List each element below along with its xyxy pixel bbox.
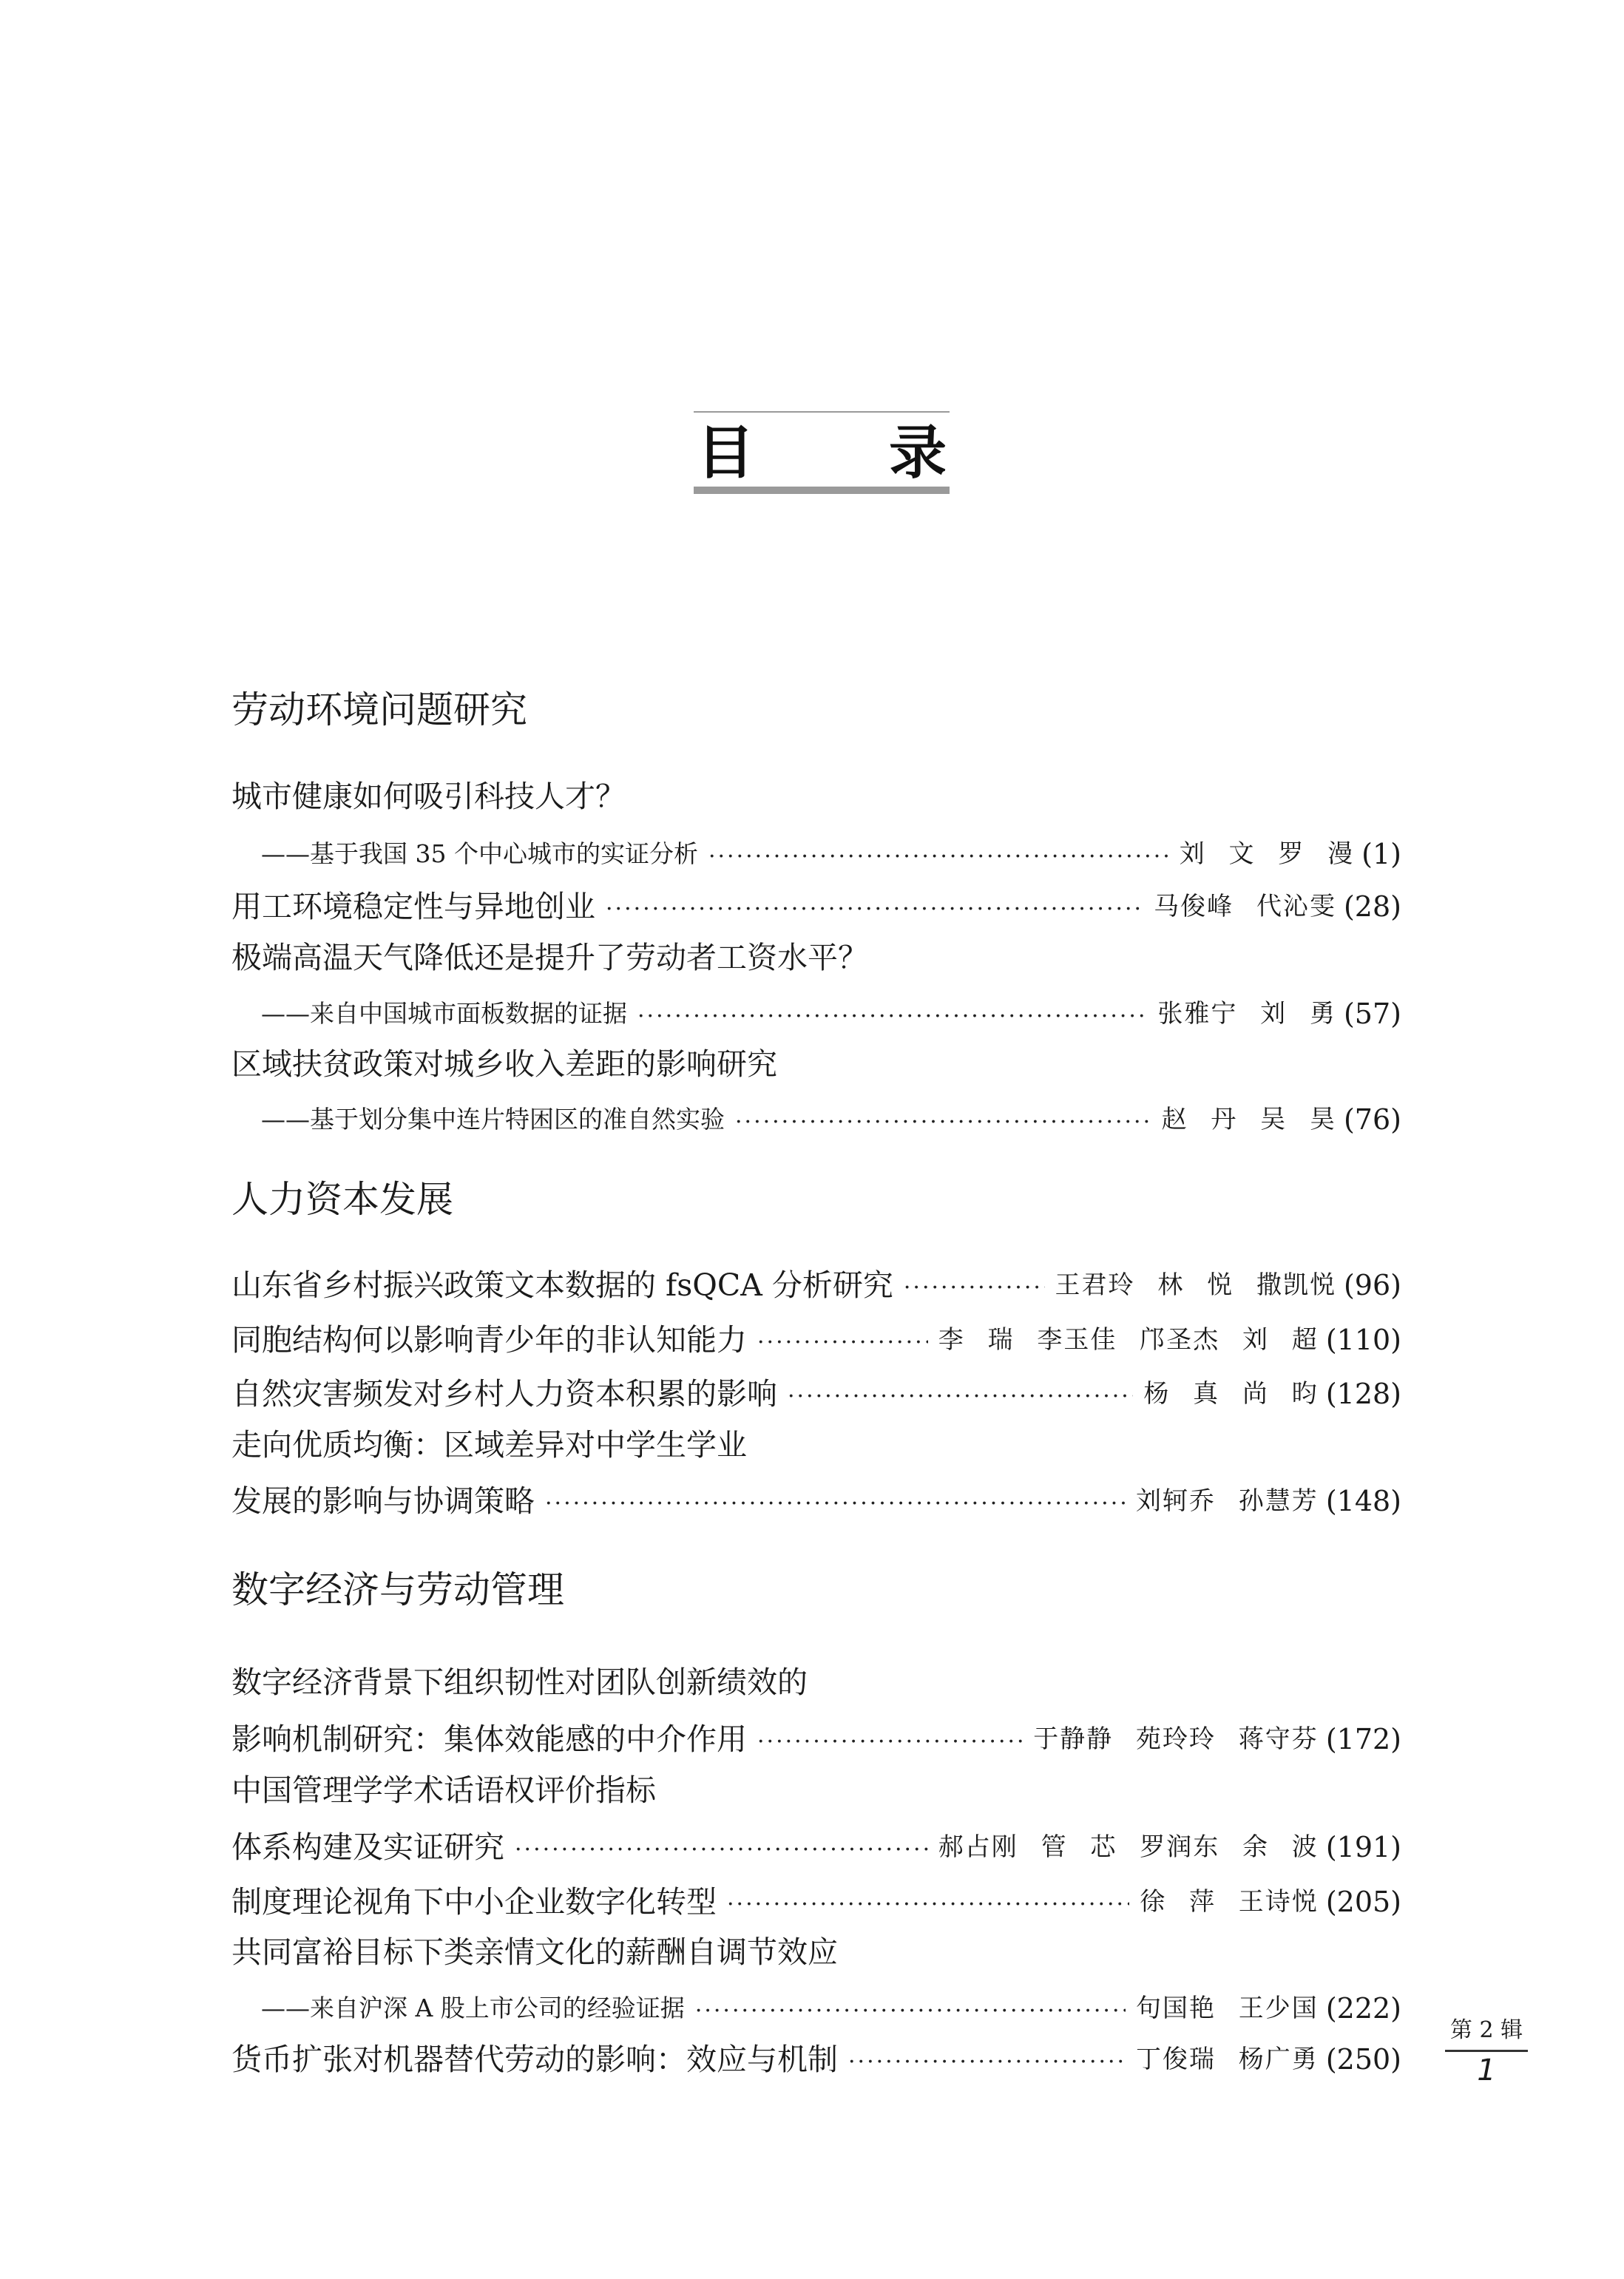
toc-entry-title[interactable]: 城市健康如何吸引科技人才？ — [231, 779, 626, 814]
toc-entry-title[interactable]: 极端高温天气降低还是提升了劳动者工资水平？ — [231, 940, 868, 975]
toc-entry-title: 制度理论视角下中小企业数字化转型 — [231, 1884, 717, 1920]
toc-entry-page: (1) — [1361, 838, 1401, 870]
leader-dots — [637, 1000, 1147, 1033]
leader-dots — [515, 1834, 928, 1866]
toc-entry[interactable] — [231, 1370, 1401, 1413]
toc-entry-title: 发展的影响与协调策略 — [231, 1483, 535, 1519]
toc-entry-title[interactable]: 数字经济背景下组织韧性对团队创新绩效的 — [231, 1665, 808, 1700]
toc-entry-title: 山东省乡村振兴政策文本数据的 fsQCA 分析研究 — [231, 1267, 893, 1303]
toc-entry-title[interactable]: 共同富裕目标下类亲情文化的薪酬自调节效应 — [231, 1934, 838, 1970]
toc-entry-subtitle: ——基于划分集中连片特困区的准自然实验 — [261, 1105, 725, 1134]
toc-entry[interactable] — [231, 830, 1401, 873]
toc-entry[interactable] — [231, 1316, 1401, 1359]
toc-entry-page: (148) — [1325, 1485, 1401, 1517]
toc-entry-authors: 于静静 苑玲玲 蒋守芬 — [1033, 1724, 1319, 1754]
toc-entry[interactable] — [231, 1096, 1401, 1139]
toc-entry-page: (222) — [1325, 1992, 1401, 2025]
toc-entry[interactable] — [231, 883, 1401, 926]
leader-dots — [904, 1272, 1045, 1304]
toc-entry-title: 同胞结构何以影响青少年的非认知能力 — [231, 1322, 747, 1358]
leader-dots — [695, 1995, 1126, 2028]
toc-entry[interactable] — [231, 1477, 1401, 1520]
toc-entry-page: (205) — [1325, 1886, 1401, 1918]
leader-dots — [545, 1488, 1126, 1520]
toc-entry-authors: 王君玲 林 悦 撒凯悦 — [1055, 1270, 1336, 1300]
page-number: 1 — [1477, 2053, 1496, 2087]
toc-entry-authors: 郝占刚 管 芯 罗润东 余 波 — [938, 1832, 1319, 1862]
toc-entry-page: (76) — [1343, 1103, 1401, 1136]
toc-entry-page: (57) — [1343, 998, 1401, 1030]
leader-dots — [848, 2046, 1126, 2079]
toc-entry-title: 体系构建及实证研究 — [231, 1829, 504, 1865]
toc-entry-authors: 刘 文 罗 漫 — [1179, 839, 1355, 869]
section-heading: 劳动环境问题研究 — [231, 688, 527, 731]
toc-entry-title: 影响机制研究：集体效能感的中介作用 — [231, 1721, 747, 1757]
leader-dots — [708, 841, 1169, 873]
page-title — [694, 411, 950, 494]
toc-entry-subtitle: ——来自沪深 A 股上市公司的经验证据 — [261, 1994, 685, 2022]
issue-label: 第 2 辑 — [1445, 2016, 1528, 2052]
leader-dots — [727, 1889, 1129, 1921]
toc-entry-authors: 杨 真 尚 昀 — [1143, 1379, 1319, 1409]
section-heading: 人力资本发展 — [231, 1178, 453, 1221]
toc-entry-page: (28) — [1343, 890, 1401, 923]
toc-entry-page: (96) — [1343, 1269, 1401, 1301]
leader-dots — [788, 1381, 1133, 1413]
leader-dots — [735, 1106, 1151, 1139]
toc-entry[interactable] — [231, 990, 1401, 1033]
title-char-2: 录 — [888, 419, 947, 487]
toc-entry-authors: 李 瑞 李玉佳 邝圣杰 刘 超 — [938, 1325, 1319, 1355]
toc-entry-authors: 刘轲乔 孙慧芳 — [1136, 1486, 1319, 1516]
toc-entry[interactable] — [231, 1823, 1401, 1866]
toc-entry-authors: 句国艳 王少国 — [1136, 1994, 1319, 2023]
toc-entry-title[interactable]: 中国管理学学术话语权评价指标 — [231, 1772, 656, 1808]
toc-entry[interactable] — [231, 1262, 1401, 1304]
toc-entry-page: (128) — [1325, 1378, 1401, 1410]
toc-entry-authors: 赵 丹 吴 昊 — [1161, 1105, 1336, 1134]
toc-entry-title: 自然灾害频发对乡村人力资本积累的影响 — [231, 1376, 777, 1412]
page-footer-label — [1445, 2016, 1528, 2089]
section-heading: 数字经济与劳动管理 — [231, 1568, 564, 1611]
toc-entry[interactable] — [231, 2036, 1401, 2079]
toc-entry-authors: 徐 萍 王诗悦 — [1140, 1887, 1319, 1917]
toc-entry-title[interactable]: 区域扶贫政策对城乡收入差距的影响研究 — [231, 1046, 777, 1082]
toc-entry-subtitle: ——基于我国 35 个中心城市的实证分析 — [261, 839, 698, 868]
leader-dots — [606, 893, 1143, 926]
toc-entry[interactable] — [231, 1985, 1401, 2028]
toc-entry-page: (172) — [1325, 1723, 1401, 1755]
toc-entry-page: (250) — [1325, 2043, 1401, 2076]
toc-entry-title: 货币扩张对机器替代劳动的影响：效应与机制 — [231, 2042, 838, 2077]
toc-entry-subtitle: ——来自中国城市面板数据的证据 — [261, 999, 627, 1028]
title-char-1: 目 — [697, 419, 755, 487]
toc-entry-authors: 张雅宁 刘 勇 — [1157, 999, 1336, 1029]
toc-entry-page: (110) — [1325, 1324, 1401, 1356]
toc-entry[interactable] — [231, 1878, 1401, 1921]
toc-entry-authors: 马俊峰 代沁雯 — [1154, 892, 1336, 921]
toc-entry[interactable] — [231, 1716, 1401, 1758]
toc-entry-page: (191) — [1325, 1831, 1401, 1863]
toc-entry-title: 用工环境稳定性与异地创业 — [231, 889, 595, 924]
toc-entry-authors: 丁俊瑞 杨广勇 — [1136, 2045, 1319, 2074]
toc-entry-title[interactable]: 走向优质均衡：区域差异对中学生学业 — [231, 1427, 747, 1463]
leader-dots — [757, 1327, 928, 1359]
leader-dots — [757, 1726, 1023, 1758]
